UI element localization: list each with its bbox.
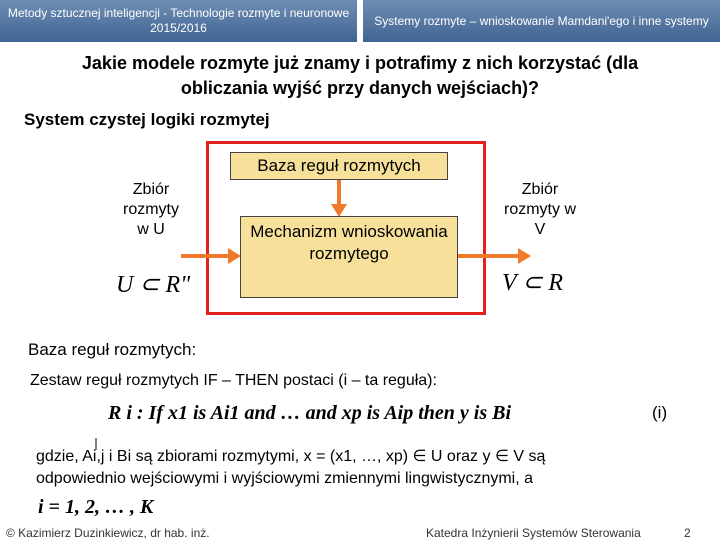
output-formula: V ⊂ R	[502, 270, 563, 296]
where-text: gdzie, Ai,j i Bi są zbiorami rozmytymi, x = (x1, …, xp) ∈ U oraz y ∈ V są	[36, 448, 546, 465]
rule-base-box: Baza reguł rozmytych	[230, 152, 448, 180]
explain-text: odpowiednio wejściowymi i wyjściowymi zmiennymi lingwistycznymi, a	[36, 470, 534, 487]
slide-title: Jakie modele rozmyte już znamy i potrafimy z nich korzystać (dla obliczania wyjść przy danych wejściach)?	[81, 53, 639, 98]
page-number: 2	[684, 526, 691, 540]
input-set-label: Zbiór rozmyty w U	[123, 181, 179, 238]
output-set-label: Zbiór rozmyty w V	[504, 181, 576, 238]
header-right-text: Systemy rozmyte – wnioskowanie Mamdani'ego i inne systemy	[374, 13, 709, 28]
header-left-text: Metody sztucznej inteligencji - Technologie rozmyte i neuronowe 2015/2016	[7, 6, 350, 35]
subtitle: System czystej logiki rozmytej	[24, 110, 270, 129]
input-formula: U ⊂ R"	[116, 272, 191, 298]
arrow-output-head	[518, 248, 531, 264]
rule-formula: R i : If x1 is Ai1 and … and xp is Aip then y is Bi	[108, 402, 512, 424]
footer-author: © Kazimierz Duzinkiewicz, dr hab. inż.	[6, 526, 210, 540]
rule-base-heading: Baza reguł rozmytych:	[28, 340, 197, 359]
inference-mechanism-box: Mechanizm wnioskowania rozmytego	[240, 216, 458, 298]
index-text: i = 1, 2, … , K	[38, 496, 154, 518]
rule-number: (i)	[652, 403, 668, 422]
footer-department: Katedra Inżynierii Systemów Sterowania	[426, 526, 641, 540]
rule-intro: Zestaw reguł rozmytych IF – THEN postaci (i – ta reguła):	[30, 372, 437, 389]
